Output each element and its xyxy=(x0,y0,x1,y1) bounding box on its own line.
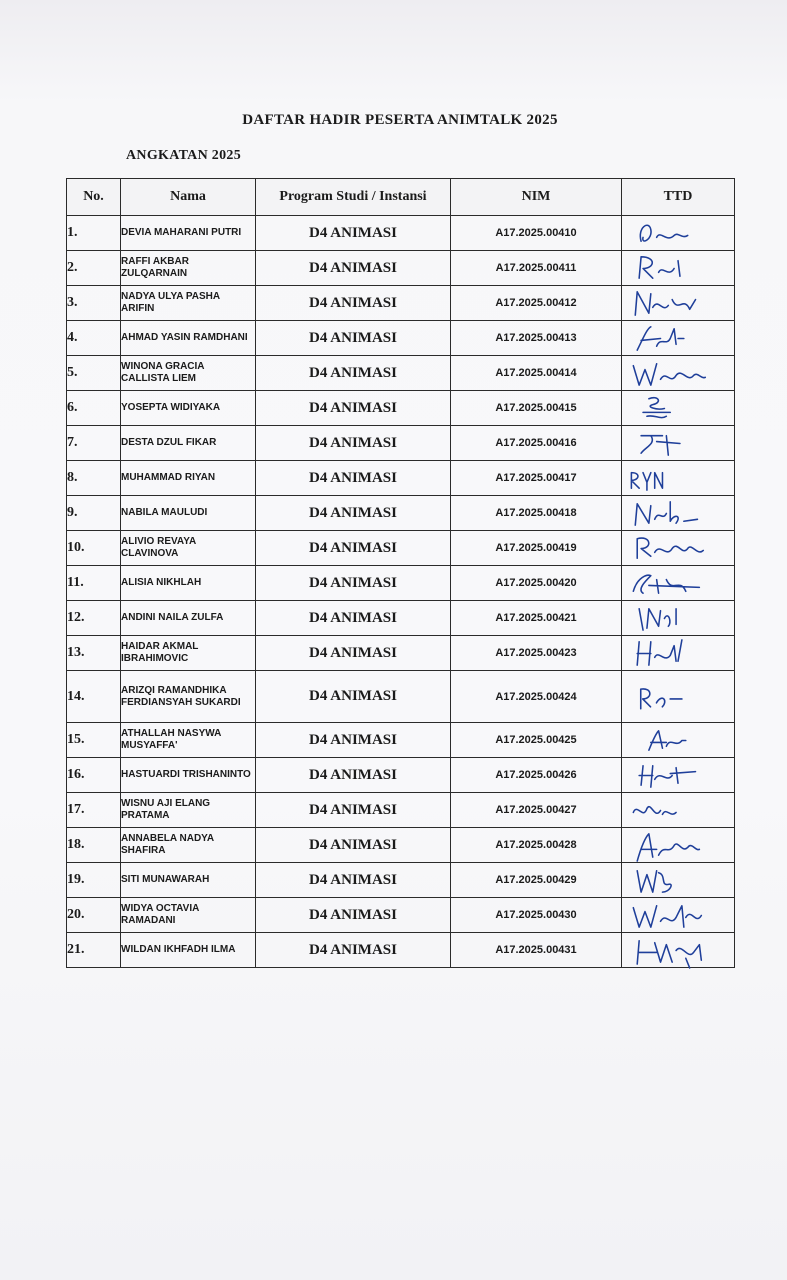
student-id: A17.2025.00410 xyxy=(451,216,622,251)
table-row xyxy=(67,286,735,321)
table-row xyxy=(67,426,735,461)
table-row xyxy=(67,863,735,898)
handwritten-signature xyxy=(622,671,735,722)
signature-stroke xyxy=(649,731,686,750)
header-ttd: TTD xyxy=(622,179,735,216)
handwritten-signature xyxy=(622,356,735,390)
row-number: 8. xyxy=(67,461,121,496)
handwritten-signature xyxy=(622,496,735,530)
participant-name: NABILA MAULUDI xyxy=(121,496,256,531)
row-number: 12. xyxy=(67,601,121,636)
study-program: D4 ANIMASI xyxy=(256,426,451,461)
header-nim: NIM xyxy=(451,179,622,216)
row-number: 9. xyxy=(67,496,121,531)
signature-stroke xyxy=(635,292,695,315)
participant-name: ANDINI NAILA ZULFA xyxy=(121,601,256,636)
handwritten-signature xyxy=(622,216,735,250)
document-title: DAFTAR HADIR PESERTA ANIMTALK 2025 xyxy=(242,112,558,128)
student-id: A17.2025.00418 xyxy=(451,496,622,531)
signature-stroke xyxy=(633,906,701,927)
signature-stroke xyxy=(637,538,703,558)
student-id: A17.2025.00427 xyxy=(451,793,622,828)
study-program: D4 ANIMASI xyxy=(256,636,451,671)
signature-cell xyxy=(622,461,735,496)
signature-cell xyxy=(622,356,735,391)
signature-cell xyxy=(622,793,735,828)
student-id: A17.2025.00431 xyxy=(451,933,622,968)
row-number: 1. xyxy=(67,216,121,251)
handwritten-signature xyxy=(622,723,735,757)
participant-name: SITI MUNAWARAH xyxy=(121,863,256,898)
handwritten-signature xyxy=(622,461,735,495)
table-header-row xyxy=(67,179,735,216)
participant-name: AHMAD YASIN RAMDHANI xyxy=(121,321,256,356)
student-id: A17.2025.00411 xyxy=(451,251,622,286)
participant-name: ANNABELA NADYA SHAFIRA xyxy=(121,828,256,863)
table-row xyxy=(67,671,735,723)
signature-cell xyxy=(622,496,735,531)
handwritten-signature xyxy=(622,286,735,320)
row-number: 3. xyxy=(67,286,121,321)
row-number: 14. xyxy=(67,671,121,723)
handwritten-signature xyxy=(622,793,735,827)
signature-cell xyxy=(622,216,735,251)
student-id: A17.2025.00425 xyxy=(451,723,622,758)
participant-name: HAIDAR AKMAL IBRAHIMOVIC xyxy=(121,636,256,671)
row-number: 10. xyxy=(67,531,121,566)
study-program: D4 ANIMASI xyxy=(256,461,451,496)
participant-name: HASTUARDI TRISHANINTO xyxy=(121,758,256,793)
student-id: A17.2025.00417 xyxy=(451,461,622,496)
attendance-table xyxy=(66,178,735,968)
header-nama: Nama xyxy=(121,179,256,216)
table-row xyxy=(67,758,735,793)
signature-cell xyxy=(622,898,735,933)
student-id: A17.2025.00421 xyxy=(451,601,622,636)
signature-cell xyxy=(622,723,735,758)
study-program: D4 ANIMASI xyxy=(256,758,451,793)
study-program: D4 ANIMASI xyxy=(256,566,451,601)
handwritten-signature xyxy=(622,828,735,862)
participant-name: ALIVIO REVAYA CLAVINOVA xyxy=(121,531,256,566)
row-number: 5. xyxy=(67,356,121,391)
row-number: 13. xyxy=(67,636,121,671)
study-program: D4 ANIMASI xyxy=(256,933,451,968)
study-program: D4 ANIMASI xyxy=(256,251,451,286)
signature-stroke xyxy=(631,473,662,490)
signature-stroke xyxy=(637,327,684,350)
handwritten-signature xyxy=(622,531,735,565)
student-id: A17.2025.00415 xyxy=(451,391,622,426)
signature-stroke xyxy=(637,941,701,968)
study-program: D4 ANIMASI xyxy=(256,391,451,426)
handwritten-signature xyxy=(622,391,735,425)
signature-stroke xyxy=(639,609,676,630)
signature-stroke xyxy=(639,257,680,278)
study-program: D4 ANIMASI xyxy=(256,723,451,758)
student-id: A17.2025.00424 xyxy=(451,671,622,723)
table-row xyxy=(67,723,735,758)
signature-cell xyxy=(622,251,735,286)
handwritten-signature xyxy=(622,636,735,670)
handwritten-signature xyxy=(622,251,735,285)
participant-name: DEVIA MAHARANI PUTRI xyxy=(121,216,256,251)
participant-name: WISNU AJI ELANG PRATAMA xyxy=(121,793,256,828)
student-id: A17.2025.00413 xyxy=(451,321,622,356)
participant-name: YOSEPTA WIDIYAKA xyxy=(121,391,256,426)
participant-name: ATHALLAH NASYWA MUSYAFFA' xyxy=(121,723,256,758)
row-number: 7. xyxy=(67,426,121,461)
signature-stroke xyxy=(639,766,695,787)
signature-cell xyxy=(622,391,735,426)
handwritten-signature xyxy=(622,758,735,792)
signature-cell xyxy=(622,601,735,636)
table-row xyxy=(67,636,735,671)
signature-cell xyxy=(622,286,735,321)
student-id: A17.2025.00428 xyxy=(451,828,622,863)
header-no: No. xyxy=(67,179,121,216)
table-body xyxy=(67,216,735,968)
document-subtitle: ANGKATAN 2025 xyxy=(126,148,241,163)
signature-cell xyxy=(622,828,735,863)
student-id: A17.2025.00430 xyxy=(451,898,622,933)
table-row xyxy=(67,216,735,251)
signature-stroke xyxy=(637,871,671,892)
student-id: A17.2025.00420 xyxy=(451,566,622,601)
row-number: 19. xyxy=(67,863,121,898)
table-row xyxy=(67,793,735,828)
header-program: Program Studi / Instansi xyxy=(256,179,451,216)
table-row xyxy=(67,933,735,968)
signature-cell xyxy=(622,671,735,723)
signature-cell xyxy=(622,426,735,461)
study-program: D4 ANIMASI xyxy=(256,216,451,251)
handwritten-signature xyxy=(622,321,735,355)
row-number: 16. xyxy=(67,758,121,793)
row-number: 21. xyxy=(67,933,121,968)
student-id: A17.2025.00414 xyxy=(451,356,622,391)
student-id: A17.2025.00423 xyxy=(451,636,622,671)
signature-cell xyxy=(622,531,735,566)
study-program: D4 ANIMASI xyxy=(256,531,451,566)
signature-stroke xyxy=(637,834,699,861)
signature-cell xyxy=(622,863,735,898)
participant-name: RAFFI AKBAR ZULQARNAIN xyxy=(121,251,256,286)
participant-name: NADYA ULYA PASHA ARIFIN xyxy=(121,286,256,321)
table-row xyxy=(67,601,735,636)
study-program: D4 ANIMASI xyxy=(256,793,451,828)
signature-stroke xyxy=(633,364,705,385)
signature-stroke xyxy=(641,436,680,455)
row-number: 20. xyxy=(67,898,121,933)
handwritten-signature xyxy=(622,933,735,967)
study-program: D4 ANIMASI xyxy=(256,286,451,321)
handwritten-signature xyxy=(622,426,735,460)
participant-name: WIDYA OCTAVIA RAMADANI xyxy=(121,898,256,933)
signature-cell xyxy=(622,933,735,968)
signature-stroke xyxy=(637,640,682,665)
table-row xyxy=(67,356,735,391)
participant-name: WILDAN IKHFADH ILMA xyxy=(121,933,256,968)
signature-stroke xyxy=(640,225,687,241)
row-number: 11. xyxy=(67,566,121,601)
row-number: 18. xyxy=(67,828,121,863)
participant-name: MUHAMMAD RIYAN xyxy=(121,461,256,496)
participant-name: ALISIA NIKHLAH xyxy=(121,566,256,601)
study-program: D4 ANIMASI xyxy=(256,898,451,933)
student-id: A17.2025.00419 xyxy=(451,531,622,566)
study-program: D4 ANIMASI xyxy=(256,321,451,356)
signature-stroke xyxy=(635,502,697,525)
table-row xyxy=(67,461,735,496)
handwritten-signature xyxy=(622,566,735,600)
signature-cell xyxy=(622,636,735,671)
table-row xyxy=(67,321,735,356)
student-id: A17.2025.00426 xyxy=(451,758,622,793)
study-program: D4 ANIMASI xyxy=(256,671,451,723)
student-id: A17.2025.00416 xyxy=(451,426,622,461)
table-row xyxy=(67,496,735,531)
study-program: D4 ANIMASI xyxy=(256,863,451,898)
signature-cell xyxy=(622,758,735,793)
table-row xyxy=(67,531,735,566)
study-program: D4 ANIMASI xyxy=(256,601,451,636)
student-id: A17.2025.00412 xyxy=(451,286,622,321)
row-number: 6. xyxy=(67,391,121,426)
participant-name: WINONA GRACIA CALLISTA LIEM xyxy=(121,356,256,391)
table-row xyxy=(67,828,735,863)
signature-cell xyxy=(622,321,735,356)
row-number: 15. xyxy=(67,723,121,758)
study-program: D4 ANIMASI xyxy=(256,496,451,531)
signature-stroke xyxy=(633,807,676,815)
row-number: 4. xyxy=(67,321,121,356)
participant-name: DESTA DZUL FIKAR xyxy=(121,426,256,461)
participant-name: ARIZQI RAMANDHIKA FERDIANSYAH SUKARDI xyxy=(121,671,256,723)
study-program: D4 ANIMASI xyxy=(256,828,451,863)
row-number: 17. xyxy=(67,793,121,828)
table-row xyxy=(67,566,735,601)
table-row xyxy=(67,391,735,426)
table-row xyxy=(67,898,735,933)
student-id: A17.2025.00429 xyxy=(451,863,622,898)
signature-stroke xyxy=(633,575,699,593)
signature-stroke xyxy=(643,398,670,418)
handwritten-signature xyxy=(622,898,735,932)
table-row xyxy=(67,251,735,286)
signature-cell xyxy=(622,566,735,601)
handwritten-signature xyxy=(622,601,735,635)
handwritten-signature xyxy=(622,863,735,897)
row-number: 2. xyxy=(67,251,121,286)
signature-stroke xyxy=(641,689,682,709)
study-program: D4 ANIMASI xyxy=(256,356,451,391)
